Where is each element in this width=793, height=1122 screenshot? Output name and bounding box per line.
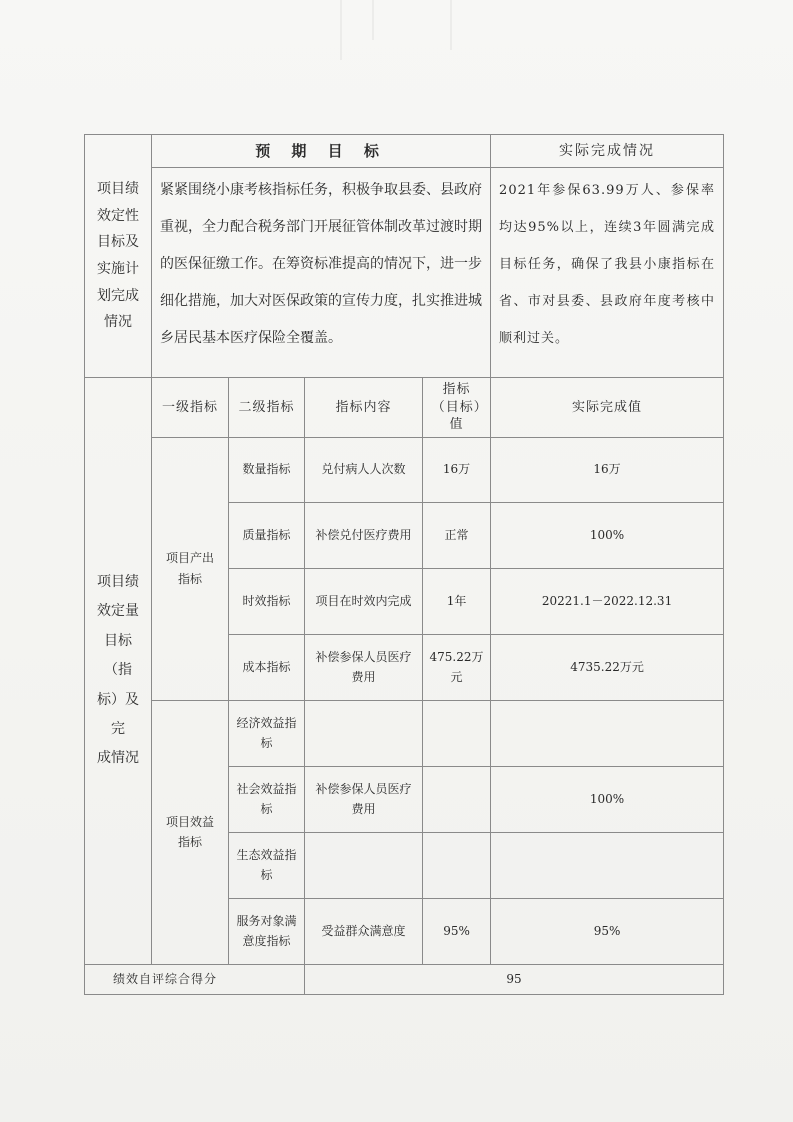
actual-completion-header: 实际完成情况 [491,135,724,168]
target-value-header: 指标（目标）值 [423,378,491,438]
target-cell [423,766,491,832]
actual-completion-text: 2021年参保63.99万人、参保率均达95%以上，连续3年圆满完成目标任务，确保了我县小康指标在省、市对县委、县政府年度考核中顺利过关。 [491,168,724,378]
level2-cell: 经济效益指标 [229,700,305,766]
table-row [85,700,724,766]
actual-cell: 20221.1－2022.12.31 [491,568,724,634]
actual-cell: 16万 [491,437,724,502]
target-cell: 95% [423,898,491,964]
level2-cell: 服务对象满意度指标 [229,898,305,964]
actual-cell: 4735.22万元 [491,634,724,700]
level1-indicator-header: 一级指标 [152,378,229,438]
content-cell: 补偿兑付医疗费用 [305,502,423,568]
content-cell: 兑付病人人次数 [305,437,423,502]
target-cell: 正常 [423,502,491,568]
indicator-content-header: 指标内容 [305,378,423,438]
expected-goal-text: 紧紧围绕小康考核指标任务，积极争取县委、县政府重视，全力配合税务部门开展征管体制改革过渡时期的医保征缴工作。在筹资标准提高的情况下，进一步细化措施，加大对医保政策的宣传力度，扎实推进城乡居民基本医疗保险全覆盖。 [152,168,491,378]
actual-cell [491,832,724,898]
actual-cell: 95% [491,898,724,964]
content-cell: 补偿参保人员医疗费用 [305,634,423,700]
output-indicator-group: 项目产出指标 [152,437,229,700]
scan-artifact [340,0,342,60]
target-cell: 16万 [423,437,491,502]
overall-score-label: 绩效自评综合得分 [85,964,305,994]
content-cell [305,832,423,898]
benefit-indicator-group: 项目效益指标 [152,700,229,964]
scan-artifact [450,0,452,50]
scan-artifact [372,0,374,40]
qualitative-section-label: 项目绩 效定性 目标及 实施计 划完成 情况 [85,135,152,378]
expected-goal-header: 预 期 目 标 [152,135,491,168]
content-cell: 补偿参保人员医疗费用 [305,766,423,832]
level2-indicator-header: 二级指标 [229,378,305,438]
target-cell [423,832,491,898]
actual-cell: 100% [491,766,724,832]
level2-cell: 质量指标 [229,502,305,568]
overall-score-value: 95 [305,964,724,994]
actual-cell: 100% [491,502,724,568]
actual-cell [491,700,724,766]
table-row [85,437,724,502]
level2-cell: 社会效益指标 [229,766,305,832]
content-cell: 受益群众满意度 [305,898,423,964]
actual-value-header: 实际完成值 [491,378,724,438]
level2-cell: 成本指标 [229,634,305,700]
level2-cell: 时效指标 [229,568,305,634]
quantitative-section-label: 项目绩 效定量 目标（指 标）及完 成情况 [85,378,152,965]
target-cell [423,700,491,766]
target-cell: 475.22万元 [423,634,491,700]
level2-cell: 数量指标 [229,437,305,502]
content-cell [305,700,423,766]
performance-evaluation-table [84,134,724,995]
level2-cell: 生态效益指标 [229,832,305,898]
target-cell: 1年 [423,568,491,634]
content-cell: 项目在时效内完成 [305,568,423,634]
